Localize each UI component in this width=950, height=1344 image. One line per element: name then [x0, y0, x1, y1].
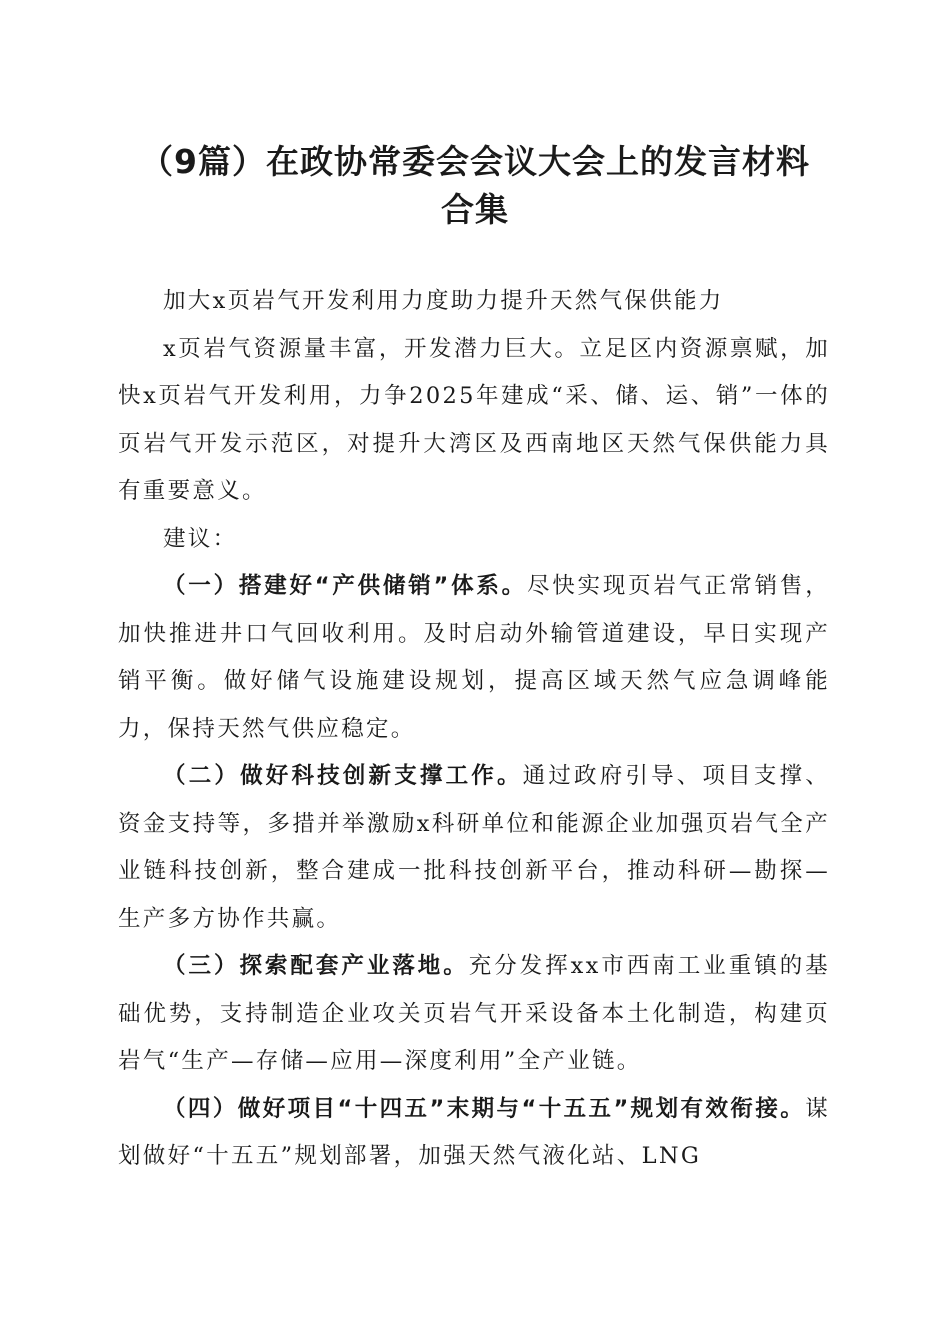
section-subtitle: 加大x页岩气开发利用力度助力提升天然气保供能力 [163, 288, 724, 314]
suggestion-label: 建议： [163, 525, 238, 552]
suggestion-item-4 [118, 1086, 830, 1181]
document-title [110, 138, 840, 234]
suggestion-item-3-lead: （三）探索配套产业落地。 [163, 953, 469, 979]
suggestion-item-1-text: 尽快实现页岩气正常销售，加快推进井口气回收利用。及时启动外输管道建设，早日实现产销平衡。做好储气设施建设规划，提高区域天然气应急调峰能力，保持天然气供应稳定。 [118, 573, 830, 742]
suggestion-item-3-text: 充分发挥xx市西南工业重镇的基础优势，支持制造企业攻关页岩气开采设备本土化制造，构建页岩气“生产—存储—应用—深度利用”全产业链。 [118, 953, 830, 1074]
title-line-1: （9篇）在政协常委会会议大会上的发言材料 [140, 142, 810, 181]
document-body [118, 278, 830, 1181]
intro-paragraph: x页岩气资源量丰富，开发潜力巨大。立足区内资源禀赋，加快x页岩气开发利用，力争2025年建成“采、储、运、销”一体的页岩气开发示范区，对提升大湾区及西南地区天然气保供能力具有重要意义。 [118, 335, 830, 504]
suggestion-item-3 [118, 943, 830, 1086]
suggestion-item-2 [118, 753, 830, 943]
title-line-2: 合集 [441, 190, 509, 229]
suggestion-item-1 [118, 563, 830, 753]
suggestion-item-2-lead: （二）做好科技创新支撑工作。 [163, 763, 523, 789]
suggestion-item-1-lead: （一）搭建好“产供储销”体系。 [163, 573, 527, 599]
suggestion-item-2-text: 通过政府引导、项目支撑、资金支持等，多措并举激励x科研单位和能源企业加强页岩气全产业链科技创新，整合建成一批科技创新平台，推动科研—勘探—生产多方协作共赢。 [118, 763, 831, 932]
suggestion-item-4-lead: （四）做好项目“十四五”末期与“十五五”规划有效衔接。 [163, 1095, 806, 1122]
suggestion-item-4-text: 谋划做好“十五五”规划部署，加强天然气液化站、LNG [118, 1095, 830, 1169]
